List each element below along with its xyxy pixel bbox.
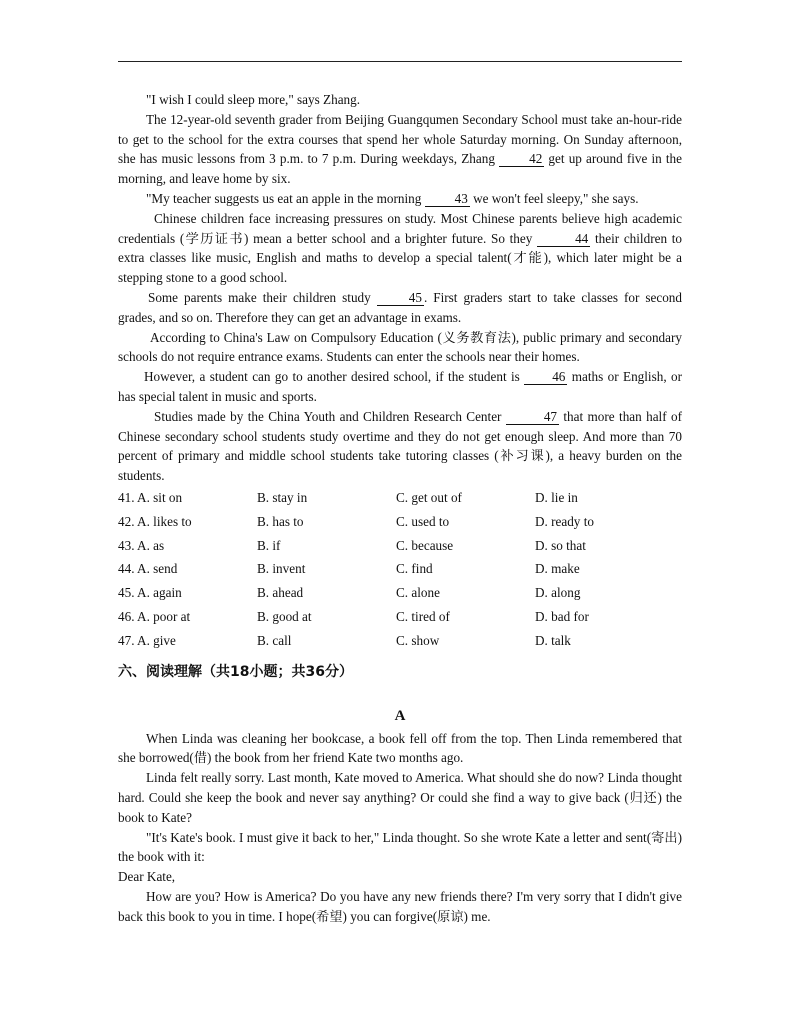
paragraph: Linda felt really sorry. Last month, Kate moved to America. What should she do now? Linda thought hard. Could she keep the book and never say anything? Or could she find a way to give back (归还) the book to Kate? [118, 770, 682, 825]
paragraph-text: that more than half of Chinese secondary school students study overtime and they do not get enough sleep. And more than 70 percent of primary and middle school students take tutoring classes (补习课), a heavy burden on the students. [118, 408, 682, 484]
paragraph [118, 189, 682, 209]
paragraph [118, 110, 682, 189]
option-b[interactable]: B. ahead [257, 585, 304, 601]
cloze-blank[interactable]: 46 [524, 370, 567, 385]
option-b[interactable]: B. call [257, 632, 292, 648]
option-row [118, 534, 682, 558]
option-d[interactable]: D. ready to [535, 513, 594, 529]
option-b[interactable]: B. invent [257, 561, 306, 577]
paragraph-text: their children to extra classes like music, English and maths to develop a special talent(才能), which later might be a stepping stone to a good school. [118, 230, 682, 286]
option-b[interactable]: B. has to [257, 513, 304, 529]
paragraph [118, 407, 682, 486]
option-a[interactable]: 43. A. as [118, 537, 165, 553]
paragraph-text: get up around five in the morning, and leave home by six. [118, 151, 682, 187]
option-b[interactable]: B. if [257, 537, 281, 553]
paragraph [118, 328, 682, 368]
cloze-blank[interactable]: 42 [499, 152, 544, 167]
option-row [118, 581, 682, 605]
paragraph-text: Chinese children face increasing pressures on study. Most Chinese parents believe high academic credentials (学历证书) mean a better school and a brighter future. So they [118, 210, 682, 246]
paragraph-text: According to China's Law on Compulsory Education (义务教育法), public primary and secondary schools do not require entrance exams. Students can enter the schools near their homes. [118, 329, 682, 365]
cloze-blank[interactable]: 45 [377, 291, 424, 306]
option-b[interactable]: B. stay in [257, 489, 308, 505]
header-rule [118, 61, 682, 62]
option-d[interactable]: D. lie in [535, 489, 578, 505]
letter-body: How are you? How is America? Do you have any new friends there? I'm very sorry that I didn't give back this book to you in time. I hope(希望) you can forgive(原谅) me. [118, 888, 682, 924]
option-c[interactable]: C. used to [396, 513, 450, 529]
cloze-blank[interactable]: 44 [537, 232, 590, 247]
paragraph: When Linda was cleaning her bookcase, a book fell off from the top. Then Linda remembered that she borrowed(借) the book from her friend Kate two months ago. [118, 730, 682, 766]
paragraph-text: The 12-year-old seventh grader from Beijing Guangqumen Secondary School must take an-hour-ride to get to the school for the extra courses that spend her whole Saturday morning. On Sunday afternoon, she has music lessons from 3 p.m. to 7 p.m. During weekdays, Zhang [118, 111, 682, 167]
letter-salutation: Dear Kate, [118, 869, 176, 885]
option-row [118, 605, 682, 629]
option-a[interactable]: 41. A. sit on [118, 489, 183, 505]
page-content [118, 90, 682, 926]
option-a[interactable]: 45. A. again [118, 585, 182, 601]
option-row [118, 510, 682, 534]
option-d[interactable]: D. along [535, 585, 581, 601]
option-row [118, 557, 682, 581]
option-c[interactable]: C. show [396, 632, 440, 648]
option-c[interactable]: C. get out of [396, 489, 462, 505]
paragraph-text: Studies made by the China Youth and Children Research Center [154, 408, 506, 424]
option-b[interactable]: B. good at [257, 608, 312, 624]
option-c[interactable]: C. alone [396, 585, 440, 601]
paragraph [118, 209, 682, 288]
option-c[interactable]: C. find [396, 561, 433, 577]
option-d[interactable]: D. talk [535, 632, 571, 648]
paragraph-text: Some parents make their children study [148, 289, 377, 305]
paragraph [118, 288, 682, 328]
paragraph-text: "I wish I could sleep more," says Zhang. [146, 92, 361, 107]
option-c[interactable]: C. tired of [396, 608, 450, 624]
option-c[interactable]: C. because [396, 537, 454, 553]
option-row [118, 629, 682, 653]
paragraph: "It's Kate's book. I must give it back to her," Linda thought. So she wrote Kate a letter and sent(寄出) the book with it: [118, 829, 682, 865]
paragraph-text: "My teacher suggests us eat an apple in the morning [146, 190, 425, 206]
cloze-blank[interactable]: 43 [425, 192, 470, 207]
cloze-blank[interactable]: 47 [506, 410, 559, 425]
paragraph-text: . First graders start to take classes for second grades, and so on. Therefore they can get an advantage in exams. [118, 289, 682, 325]
passage-title: A [394, 707, 406, 724]
answer-options [118, 486, 682, 653]
option-row [118, 486, 682, 510]
paragraph [118, 367, 682, 407]
option-a[interactable]: 42. A. likes to [118, 513, 192, 529]
paragraph-text: maths or English, or has special talent in music and sports. [118, 369, 682, 404]
paragraph-text: we won't feel sleepy," she says. [469, 190, 639, 206]
option-d[interactable]: D. bad for [535, 608, 589, 624]
option-d[interactable]: D. so that [535, 537, 586, 553]
option-a[interactable]: 46. A. poor at [118, 608, 191, 624]
option-a[interactable]: 47. A. give [118, 632, 176, 648]
option-d[interactable]: D. make [535, 561, 580, 577]
paragraph-text: However, a student can go to another desired school, if the student is [144, 369, 525, 385]
paragraph [118, 90, 682, 110]
section-heading: 六、阅读理解（共18小题；共36分） [118, 663, 353, 680]
option-a[interactable]: 44. A. send [118, 561, 178, 577]
